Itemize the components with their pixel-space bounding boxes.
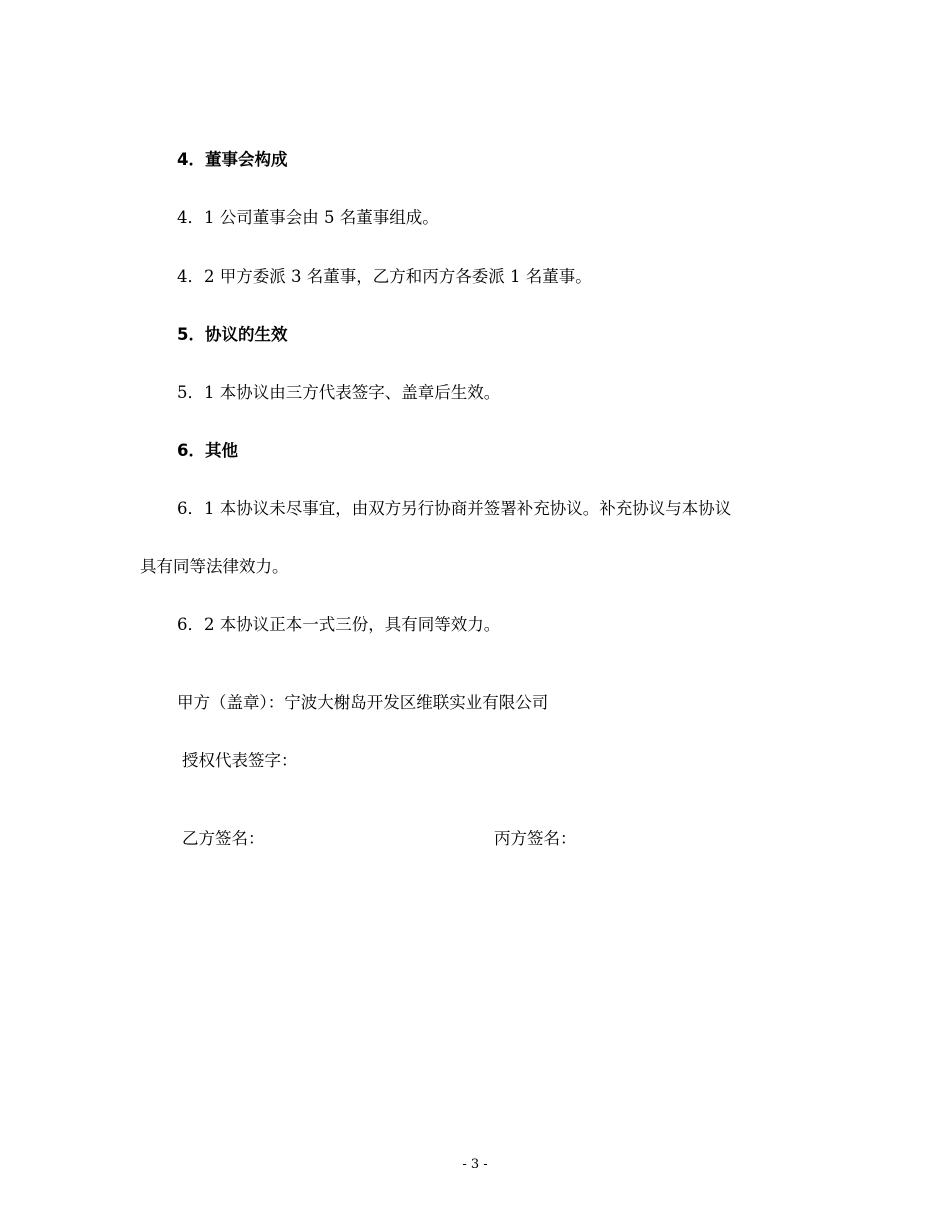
clause-5-1: 5．1 本协议由三方代表签字、盖章后生效。 [177, 383, 501, 402]
section-4-heading: 4．董事会构成 [177, 150, 288, 169]
clause-6-1-line-1: 6．1 本协议未尽事宜，由双方另行协商并签署补充协议。补充协议与本协议 [177, 499, 732, 518]
party-c-signature: 丙方签名： [494, 829, 577, 848]
section-6-heading: 6．其他 [177, 441, 238, 460]
clause-6-1-line-2: 具有同等法律效力。 [140, 557, 289, 576]
authorized-rep-signature: 授权代表签字： [182, 751, 298, 770]
party-a-seal: 甲方（盖章）：宁波大榭岛开发区维联实业有限公司 [177, 693, 549, 712]
clause-6-2: 6．2 本协议正本一式三份，具有同等效力。 [177, 615, 501, 634]
section-5-heading: 5．协议的生效 [177, 325, 288, 344]
clause-4-2: 4．2 甲方委派 3 名董事，乙方和丙方各委派 1 名董事。 [177, 267, 592, 286]
clause-4-1: 4．1 公司董事会由 5 名董事组成。 [177, 208, 439, 227]
page-number: - 3 - [462, 1157, 488, 1172]
party-b-signature: 乙方签名： [182, 829, 265, 848]
